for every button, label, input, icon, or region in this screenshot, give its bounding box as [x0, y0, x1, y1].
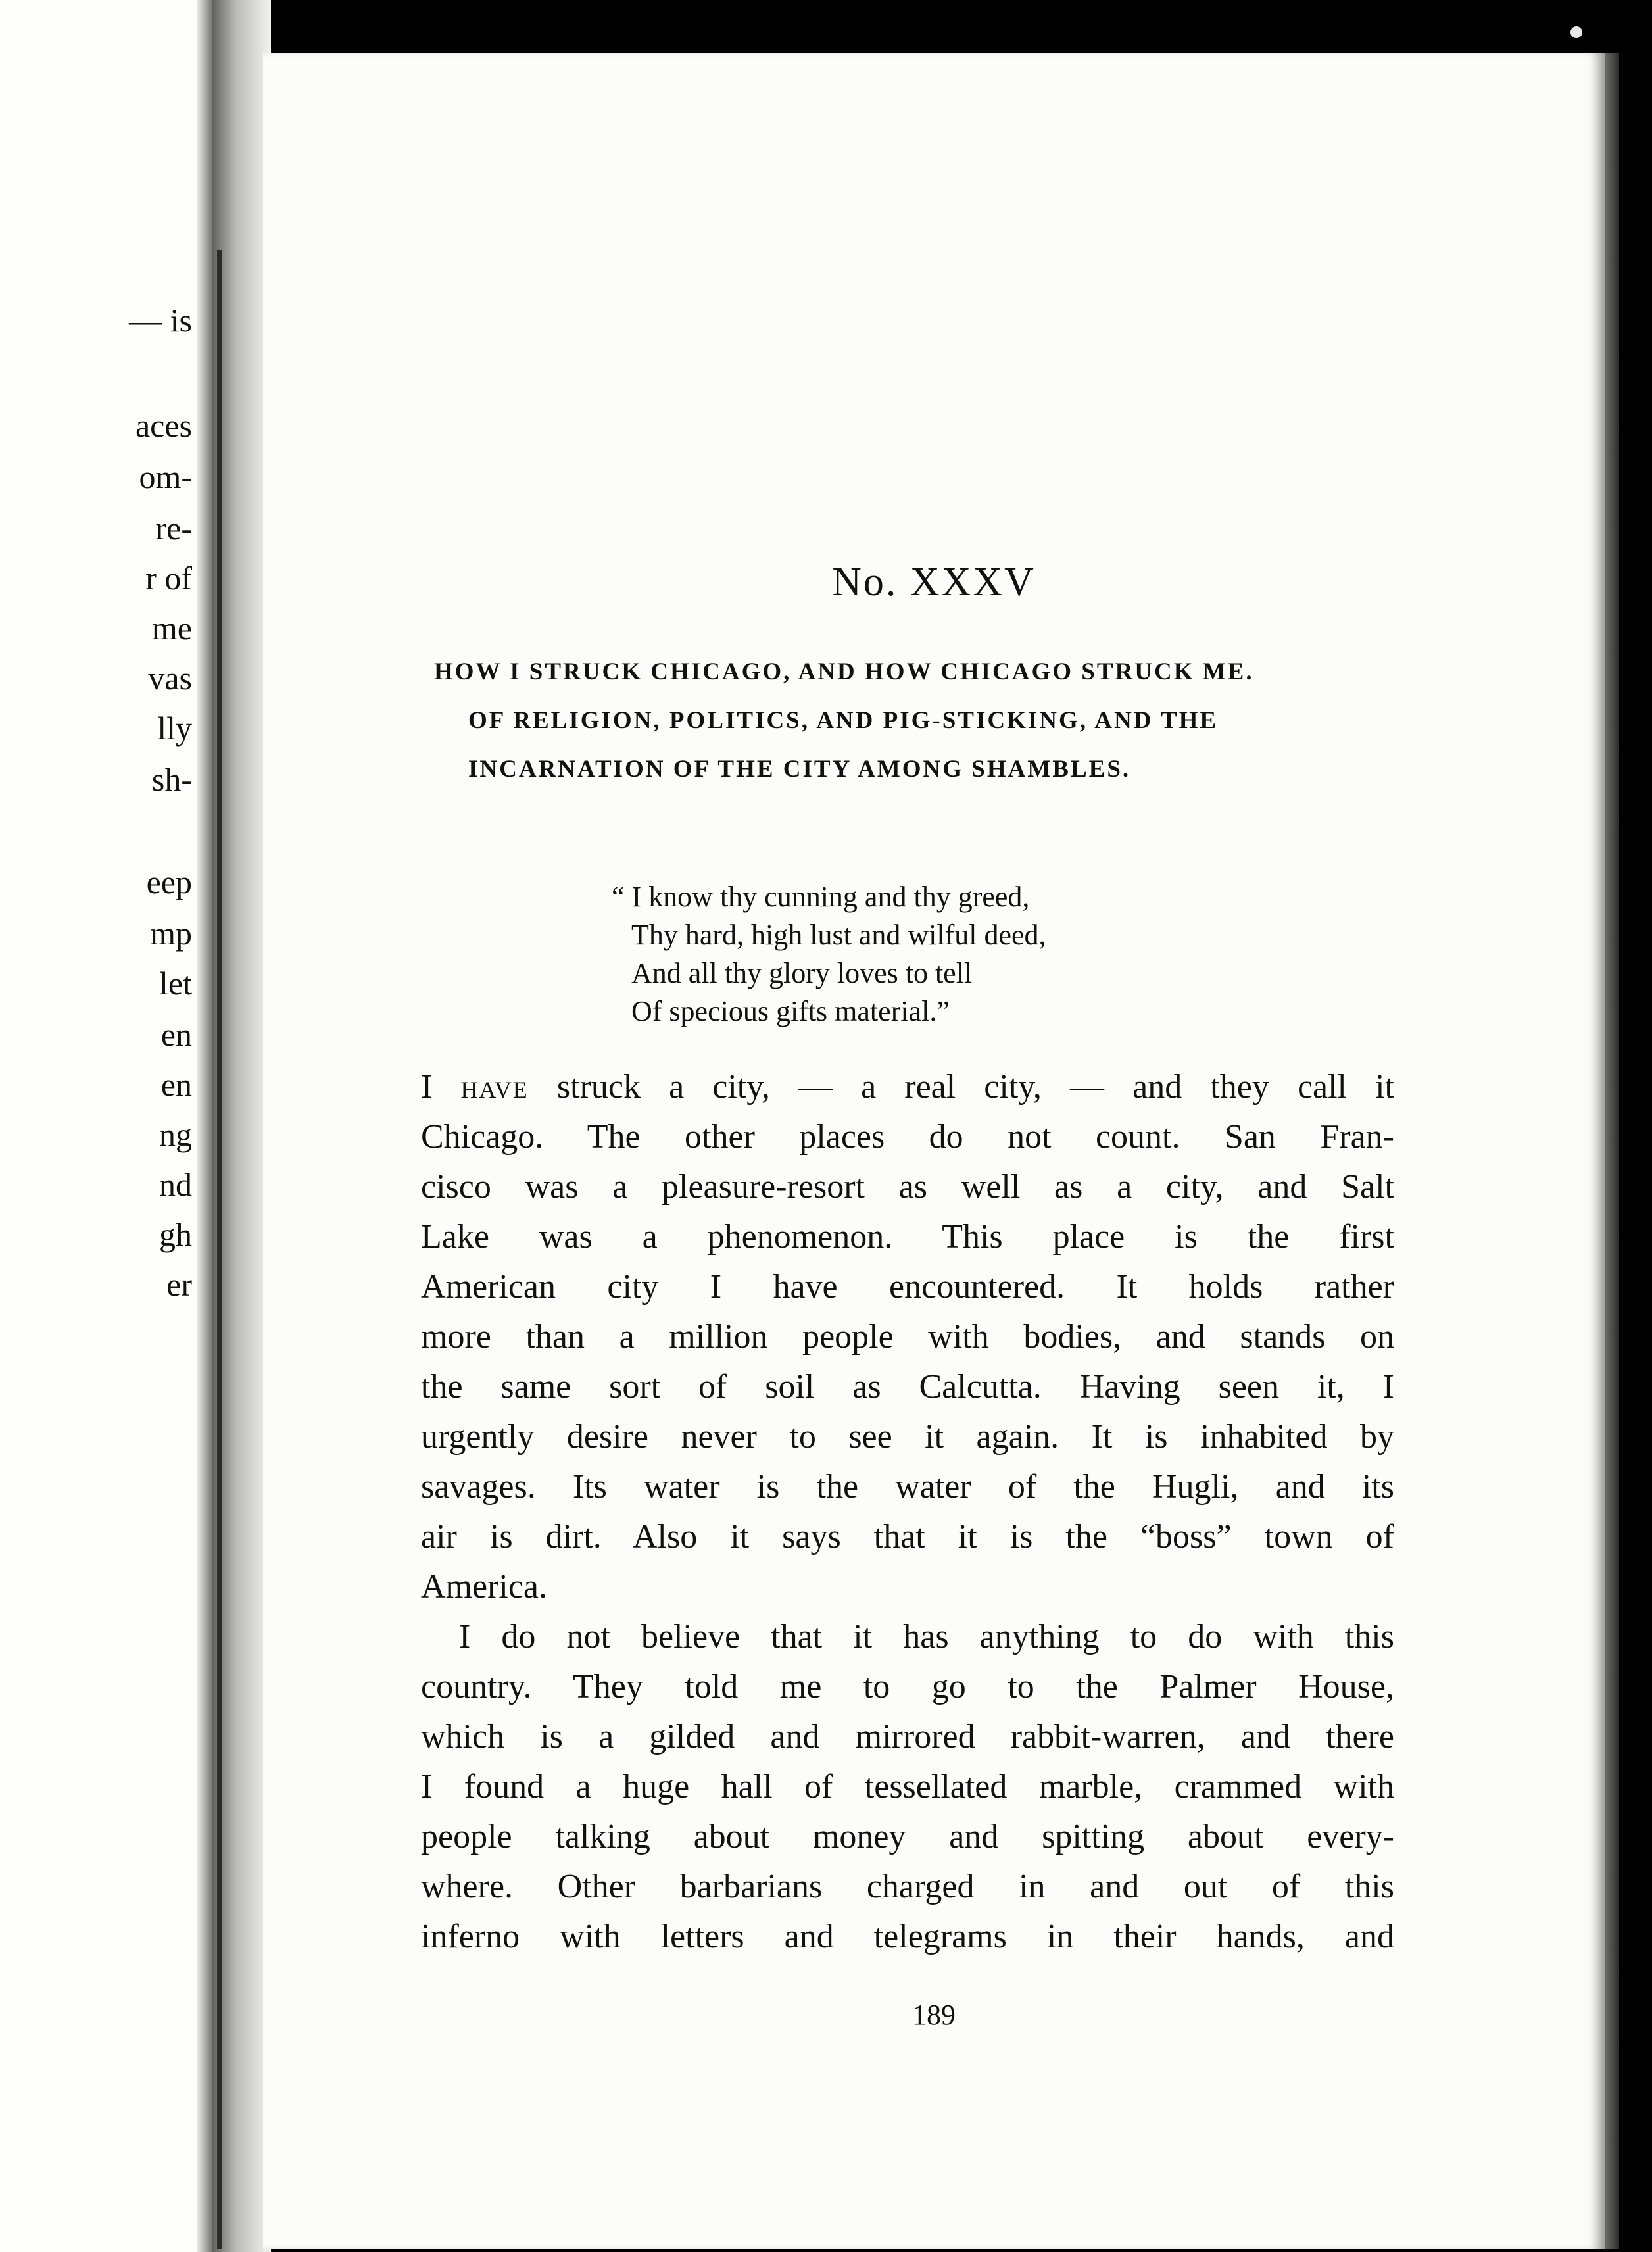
body-line: American city I have encountered. It holds rather — [421, 1268, 1394, 1306]
opening-word: I — [421, 1068, 433, 1106]
body-line — [421, 1062, 1394, 1112]
left-page-fragment: sh- — [151, 761, 192, 798]
left-page-fragment: gh — [159, 1216, 192, 1253]
body-line: urgently desire never to see it again. It is inhabited by — [421, 1418, 1394, 1456]
scan-speck — [1570, 26, 1582, 38]
chapter-heading-line: OF RELIGION, POLITICS, AND PIG-STICKING, AND THE — [468, 707, 1219, 734]
body-line: people talking about money and spitting about every- — [421, 1818, 1394, 1855]
left-page-fragment: re- — [155, 510, 192, 547]
chapter-number: No. XXXV — [832, 560, 1036, 604]
epigraph-line: Thy hard, high lust and wilful deed, — [631, 919, 1046, 951]
epigraph-line: And all thy glory loves to tell — [631, 957, 973, 989]
left-page-fragment: r of — [145, 560, 192, 597]
left-page-fragment: aces — [135, 407, 192, 444]
body-line: country. They told me to go to the Palmer House, — [421, 1668, 1394, 1705]
body-line: I found a huge hall of tessellated marble, crammed with — [421, 1768, 1394, 1805]
body-line: cisco was a pleasure-resort as well as a city, and Salt — [421, 1168, 1394, 1206]
left-page-fragment: lly — [157, 710, 192, 747]
left-page-fragment: — is — [129, 302, 192, 339]
left-page-fragment: vas — [148, 660, 192, 697]
body-line: I do not believe that it has anything to do with this — [459, 1618, 1394, 1655]
chapter-heading — [434, 648, 1513, 794]
left-page-fragment: en — [160, 1066, 192, 1103]
body-line-text: struck a city, — a real city, — and they call it — [528, 1068, 1394, 1106]
chapter-heading-line: HOW I STRUCK CHICAGO, AND HOW CHICAGO STRUCK ME. — [434, 658, 1254, 685]
spine-shadow — [197, 0, 212, 2252]
body-text — [421, 1062, 1394, 1962]
epigraph-line: Of specious gifts material.” — [631, 995, 950, 1027]
body-line: air is dirt. Also it says that it is the “boss” town of — [421, 1518, 1394, 1555]
body-line: Chicago. The other places do not count. San Fran- — [421, 1118, 1394, 1156]
opening-smallcaps: have — [460, 1068, 529, 1106]
left-page-fragment: er — [166, 1266, 192, 1303]
left-page-fragment: let — [159, 965, 192, 1002]
page-edge-shadow — [1605, 53, 1619, 2249]
body-line: where. Other barbarians charged in and out of this — [421, 1868, 1394, 1905]
left-page-fragment: mp — [150, 915, 192, 952]
left-page-fragment: nd — [159, 1166, 192, 1203]
body-line: savages. Its water is the water of the Hugli, and its — [421, 1468, 1394, 1505]
gutter-binding-line — [217, 250, 222, 2249]
body-line: Lake was a phenomenon. This place is the first — [421, 1218, 1394, 1256]
left-page-fragment: om- — [139, 458, 192, 495]
right-main-page — [263, 53, 1605, 2249]
left-page-fragment: en — [160, 1016, 192, 1053]
left-page-fragment: eep — [146, 864, 192, 900]
body-line: more than a million people with bodies, and stands on — [421, 1318, 1394, 1356]
left-page-fragment: ng — [159, 1116, 192, 1153]
epigraph-line: “ I know thy cunning and thy greed, — [612, 881, 1030, 913]
body-line: inferno with letters and telegrams in their hands, and — [421, 1918, 1394, 1955]
body-line: America. — [421, 1568, 548, 1605]
page-number: 189 — [912, 1999, 956, 2031]
chapter-heading-line: INCARNATION OF THE CITY AMONG SHAMBLES. — [468, 756, 1131, 783]
epigraph — [612, 878, 1046, 1031]
body-line: the same sort of soil as Calcutta. Having seen it, I — [421, 1368, 1394, 1406]
left-page-fragment: me — [151, 610, 192, 647]
body-line: which is a gilded and mirrored rabbit-warren, and there — [421, 1718, 1394, 1755]
left-facing-page — [0, 0, 212, 2252]
